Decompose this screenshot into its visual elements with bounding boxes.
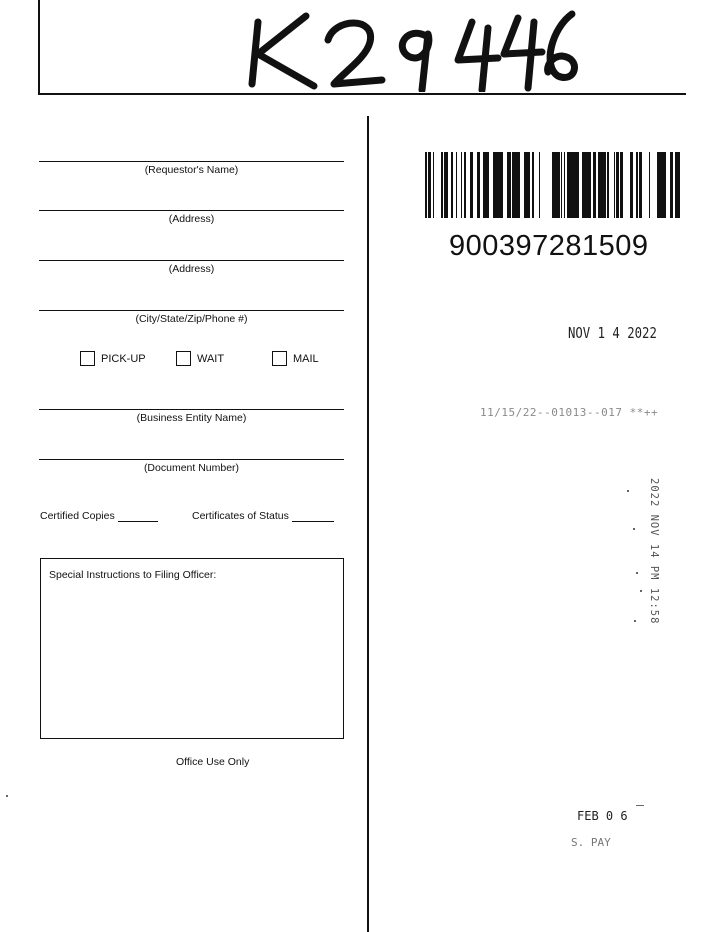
barcode-bar bbox=[640, 152, 642, 218]
field-caption: (Document Number) bbox=[143, 462, 240, 474]
barcode-bar bbox=[589, 152, 591, 218]
field-caption: (Address) bbox=[168, 213, 215, 225]
barcode-bar bbox=[622, 152, 623, 218]
barcode-bar bbox=[512, 152, 514, 218]
barcode-bar bbox=[524, 152, 527, 218]
city-state-zip-field[interactable] bbox=[39, 310, 344, 325]
barcode-bar bbox=[497, 152, 500, 218]
barcode-bar bbox=[678, 152, 680, 218]
barcode-bar bbox=[616, 152, 619, 218]
barcode-bar bbox=[552, 152, 553, 218]
feb-date-stamp: FEB 0 6 bbox=[577, 809, 628, 823]
barcode-bar bbox=[500, 152, 503, 218]
barcode-bar bbox=[510, 152, 511, 218]
barcode bbox=[425, 152, 680, 218]
wait-label: WAIT bbox=[197, 352, 225, 365]
barcode-bar bbox=[447, 152, 448, 218]
barcode-bar bbox=[661, 152, 664, 218]
barcode-bar bbox=[483, 152, 485, 218]
certificates-status-blank[interactable] bbox=[292, 521, 334, 522]
feb-sub-stamp: S. PAY bbox=[571, 836, 611, 849]
barcode-bar bbox=[441, 152, 443, 218]
column-divider bbox=[367, 116, 369, 932]
barcode-bar bbox=[603, 152, 606, 218]
barcode-bar bbox=[601, 152, 603, 218]
barcode-bar bbox=[507, 152, 510, 218]
barcode-bar bbox=[621, 152, 622, 218]
mail-option[interactable] bbox=[272, 351, 319, 366]
special-instructions-box[interactable] bbox=[40, 558, 344, 739]
barcode-bar bbox=[555, 152, 557, 218]
document-number-field[interactable] bbox=[39, 459, 344, 474]
pickup-label: PICK-UP bbox=[101, 352, 146, 365]
barcode-bar bbox=[487, 152, 489, 218]
barcode-bar bbox=[493, 152, 494, 218]
barcode-bar bbox=[514, 152, 515, 218]
pickup-option[interactable] bbox=[80, 351, 146, 366]
barcode-bar bbox=[444, 152, 447, 218]
barcode-bar bbox=[620, 152, 621, 218]
mail-checkbox[interactable] bbox=[272, 351, 287, 366]
barcode-bar bbox=[574, 152, 577, 218]
barcode-bar bbox=[461, 152, 462, 218]
barcode-bar bbox=[456, 152, 457, 218]
handwritten-number bbox=[236, 2, 586, 92]
barcode-bar bbox=[582, 152, 584, 218]
barcode-bar bbox=[636, 152, 638, 218]
barcode-bar bbox=[675, 152, 678, 218]
barcode-number: 900397281509 bbox=[449, 230, 649, 262]
field-caption: (Business Entity Name) bbox=[136, 412, 247, 424]
requestor-name-field[interactable] bbox=[39, 161, 344, 176]
barcode-bar bbox=[614, 152, 615, 218]
barcode-bar bbox=[567, 152, 569, 218]
barcode-bar bbox=[639, 152, 640, 218]
barcode-bar bbox=[539, 152, 540, 218]
pickup-checkbox[interactable] bbox=[80, 351, 95, 366]
certified-copies-blank[interactable] bbox=[118, 521, 158, 522]
barcode-bar bbox=[561, 152, 562, 218]
barcode-bar bbox=[451, 152, 453, 218]
barcode-bar bbox=[430, 152, 431, 218]
barcode-bar bbox=[515, 152, 517, 218]
barcode-bar bbox=[494, 152, 497, 218]
barcode-bar bbox=[564, 152, 565, 218]
received-date-stamp: NOV 1 4 2022 bbox=[568, 324, 657, 342]
barcode-bar bbox=[571, 152, 572, 218]
barcode-bar bbox=[477, 152, 480, 218]
barcode-bar bbox=[584, 152, 587, 218]
barcode-bar bbox=[569, 152, 571, 218]
wait-checkbox[interactable] bbox=[176, 351, 191, 366]
special-instructions-label: Special Instructions to Filing Officer: bbox=[49, 569, 217, 581]
barcode-bar bbox=[607, 152, 609, 218]
wait-option[interactable] bbox=[176, 351, 224, 366]
certified-copies bbox=[40, 510, 158, 522]
barcode-bar bbox=[517, 152, 519, 218]
barcode-bar bbox=[557, 152, 560, 218]
barcode-bar bbox=[664, 152, 666, 218]
barcode-bar bbox=[428, 152, 430, 218]
field-caption: (City/State/Zip/Phone #) bbox=[135, 313, 248, 325]
barcode-bar bbox=[433, 152, 434, 218]
barcode-bar bbox=[598, 152, 601, 218]
barcode-bar bbox=[657, 152, 660, 218]
barcode-bar bbox=[577, 152, 579, 218]
header-box bbox=[38, 0, 686, 95]
barcode-bar bbox=[671, 152, 673, 218]
barcode-bar bbox=[529, 152, 530, 218]
barcode-bar bbox=[572, 152, 574, 218]
barcode-bar bbox=[649, 152, 650, 218]
barcode-bar bbox=[660, 152, 661, 218]
address-field-2[interactable] bbox=[39, 260, 344, 275]
barcode-bar bbox=[670, 152, 671, 218]
filing-stamp-line: 11/15/22--01013--017 **++ bbox=[480, 406, 659, 419]
barcode-bar bbox=[630, 152, 633, 218]
field-caption: (Address) bbox=[168, 263, 215, 275]
barcode-bar bbox=[519, 152, 520, 218]
barcode-bar bbox=[485, 152, 487, 218]
delivery-options bbox=[80, 351, 350, 369]
barcode-bar bbox=[593, 152, 596, 218]
office-use-label: Office Use Only bbox=[176, 756, 250, 768]
barcode-bar bbox=[464, 152, 465, 218]
certified-copies-label: Certified Copies bbox=[40, 510, 115, 522]
barcode-bar bbox=[470, 152, 473, 218]
mail-label: MAIL bbox=[293, 352, 319, 365]
barcode-bar bbox=[587, 152, 589, 218]
address-field-1[interactable] bbox=[39, 210, 344, 225]
barcode-bar bbox=[532, 152, 534, 218]
field-caption: (Requestor's Name) bbox=[144, 164, 239, 176]
barcode-bar bbox=[425, 152, 427, 218]
vertical-filed-stamp: 2022 NOV 14 PM 12:58 bbox=[648, 478, 660, 625]
barcode-bar bbox=[465, 152, 466, 218]
certificates-status-label: Certificates of Status bbox=[192, 510, 289, 522]
business-entity-field[interactable] bbox=[39, 409, 344, 424]
barcode-bar bbox=[527, 152, 529, 218]
certificates-of-status bbox=[192, 510, 334, 522]
barcode-bar bbox=[553, 152, 555, 218]
